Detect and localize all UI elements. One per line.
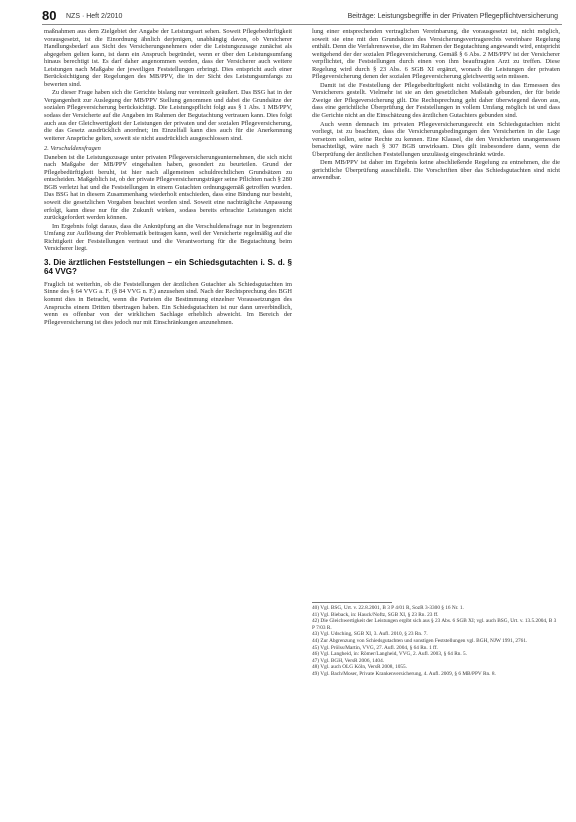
header-rule [42, 24, 562, 25]
left-paragraph: Im Ergebnis folgt daraus, dass die Anknüpfung an die Verschuldensfrage nur in begrenztem Umfang zur Auflösung der Problematik beitragen kann, weil der Versicherte regelmäßig auf die Richtigkeit der Feststellungen vertraut und die Verantwortung für die Begutachtung beim Versicherer liegt. [44, 222, 292, 253]
footnote: 41) Vgl. Bieback, in: Hauck/Noftz, SGB XI, § 23 Rn. 23 ff. [312, 611, 439, 618]
footnote: 40) Vgl. BSG, Urt. v. 22.8.2001, B 3 P 4/01 R, SozR 3-3300 § 16 Nr. 1. [312, 605, 464, 611]
running-title: Beiträge: Leistungsbegriffe in der Privaten Pflegepflichtversicherung [347, 13, 558, 20]
right-paragraph: lung einer entsprechenden vertraglichen Vereinbarung, die vorausgesetzt ist, nicht möglich, soweit sie eine mit den Grundsätzen des Versicherungsvertragsrechts vereinbare Regelung enthält. Denn die Verfahrensweise, die im Rahmen der Begutachtung angewandt wird, entspricht weitgehend der der sozialen Pflegeversicherung. Gemäß § 6 Abs. 2 MB/PPV ist der Versicherer verpflichtet, die Feststellungen durch einen von ihm beauftragten Arzt zu treffen. Diese Regelung wird durch § 23 Abs. 6 SGB XI ergänzt, wonach die Leistungen der privaten Pflegeversicherung denen der sozialen Pflegeversicherung gleichwertig sein müssen. [312, 28, 560, 81]
left-paragraph: Daneben ist die Leistungszusage unter privaten Pflegeversicherungsunternehmen, die sich nicht nach Maßgabe der MB/PPV eingehalten haben, gesondert zu beurteilen. Grund der Pflegebedürftigkeit beruht, ist hier nach allgemeinen schuldrechtlichen Grundsätzen zu entscheiden. Maßgeblich ist, ob der private Pflegeversicherungsträger seine Pflichten nach § 280 BGB verletzt hat und die Feststellungen in einem Gutachten ordnungsgemäß getroffen wurden. Das BSG hat in diesem Zusammenhang wiederholt entschieden, dass eine Bindung nur besteht, soweit die gesetzlichen Vorgaben beachtet worden sind. Soweit eine nachträgliche Anpassung erfolgt, kann diese nur für die Zukunft wirken, sodass bereits erbrachte Leistungen nicht zurückgefordert werden können. [44, 153, 292, 222]
footnote: 47) Vgl. BGH, VersR 2006, 1404. [312, 657, 385, 664]
page-header [42, 8, 562, 24]
footnote-rule [312, 602, 392, 603]
footnote: 43) Vgl. Udsching, SGB XI, 3. Aufl. 2010, § 23 Rn. 7. [312, 631, 428, 638]
footnotes [312, 602, 560, 678]
right-paragraph: Auch wenn demnach im privaten Pflegeversicherungsrecht ein Schiedsgutachten nicht vorliegt, ist zu beachten, dass die Versicherungsbedingungen den Versicherten in die Lage versetzen sollen, seine Rechte zu kennen. Eine Klausel, die den Versicherten unangemessen benachteiligt, wäre nach § 307 BGB unwirksam. Dies gilt insbesondere dann, wenn die Überprüfung der ärztlichen Feststellungen unzulässig eingeschränkt würde. [312, 120, 560, 158]
footnote: 44) Zur Abgrenzung von Schiedsgutachten und sonstigen Feststellungen vgl. BGH, NJW 1991, 2761. [312, 637, 528, 644]
right-paragraph: Dem MB/PPV ist daher im Ergebnis keine abschließende Regelung zu entnehmen, die die gerichtliche Überprüfung ausschließt. Die Vorschriften über das Schiedsgutachten sind nicht anwendbar. [312, 159, 560, 182]
page-number: 80 [42, 8, 57, 23]
right-column [312, 28, 560, 183]
footnote: 48) Vgl. auch OLG Köln, VersR 2008, 1055. [312, 664, 407, 671]
footnote: 42) Die Gleichwertigkeit der Leistungen ergibt sich aus § 23 Abs. 6 SGB XI; vgl. auch BSG, Urt. v. 13.5.2004, B 3 P 7/03 R. [312, 618, 557, 631]
footnote: 46) Vgl. Langheid, in: Römer/Langheid, VVG, 2. Aufl. 2003, § 64 Rn. 5. [312, 651, 468, 658]
right-paragraph: Damit ist die Feststellung der Pflegebedürftigkeit nicht vollständig in das Ermessen des Versicherers gestellt. Vielmehr ist sie an den gesetzlichen Maßstab gebunden, der für beide Zweige der Pflegeversicherung gilt. Die Rechtsprechung geht daher überwiegend davon aus, dass eine gerichtliche Überprüfung der Feststellungen in vollem Umfang möglich ist und dass die Gerichte nicht an die Einschätzung des ärztlichen Gutachters gebunden sind. [312, 81, 560, 120]
left-paragraph: Zu dieser Frage haben sich die Gerichte bislang nur vereinzelt geäußert. Das BSG hat in der Vergangenheit zur Auslegung der MB/PPV Stellung genommen und dabei die Grundsätze der sozialen Pflegeversicherung berücksichtigt. Die Leistungspflicht folgt aus § 1 Abs. 1 MB/PPV, sodass der Versicherte auf die Angaben im Rahmen der Begutachtung vertrauen kann. Dies folgt auch aus der Gleichwertigkeit der Leistungen der privaten und der sozialen Pflegeversicherung, die das Gesetz ausdrücklich anordnet; im Einzelfall kann dies auch für die Anerkennung weiterer Ansprüche gelten, soweit sie nicht ausdrücklich ausgeschlossen sind. [44, 89, 292, 142]
journal-issue: NZS · Heft 2/2010 [66, 13, 123, 20]
left-paragraph: maßnahmen aus dem Zielgebiet der Angabe der Leistungsart sehen. Soweit Pflegebedürftigkeit vorausgesetzt, ist die Einordnung ähnlich derjenigen, unabhängig davon, ob Versicherer Handlungsbedarf aus Sicht des Versicherungsnehmers oder die Leistungszusage zunächst als abgegeben gelten kann, ist dann ein Anspruch begründet, wenn er über den Leistungsumfang hinaus berechtigt ist. Es darf daher angenommen werden, dass der Versicherer auch weitere Leistungen nach Maßgabe der jeweiligen Feststellungen erbringt. Dies entspricht auch einer Berücksichtigung der Regelungen des MB/PPV, die in der Sicht des Leistungsumfangs zu bewerten sind. [44, 28, 292, 88]
left-paragraph: Fraglich ist weiterhin, ob die Feststellungen der ärztlichen Gutachter als Schiedsgutachten im Sinne des § 64 VVG a. F. (§ 84 VVG n. F.) anzusehen sind. Nach der Rechtsprechung des BGH kommt dies in Betracht, wenn die Parteien die Bestimmung einzelner Voraussetzungen des Anspruchs einem Dritten übertragen haben. Ein Schiedsgutachten ist nur dann unverbindlich, wenn es offenbar von der wirklichen Sachlage erheblich abweicht. Im Bereich der Pflegeversicherung ist dies jedoch nur mit Einschränkungen anzunehmen. [44, 280, 292, 326]
subsection-heading: 2. Verschuldensfragen [44, 145, 101, 153]
section-heading: 3. Die ärztlichen Feststellungen – ein Schiedsgutachten i. S. d. § 64 VVG? [44, 257, 292, 277]
footnote: 45) Vgl. Prölss/Martin, VVG, 27. Aufl. 2004, § 64 Rn. 1 ff. [312, 644, 438, 651]
left-column [44, 28, 292, 327]
footnote: 49) Vgl. Bach/Moser, Private Krankenversicherung, 4. Aufl. 2009, § 6 MB/PPV Rn. 8. [312, 670, 496, 677]
